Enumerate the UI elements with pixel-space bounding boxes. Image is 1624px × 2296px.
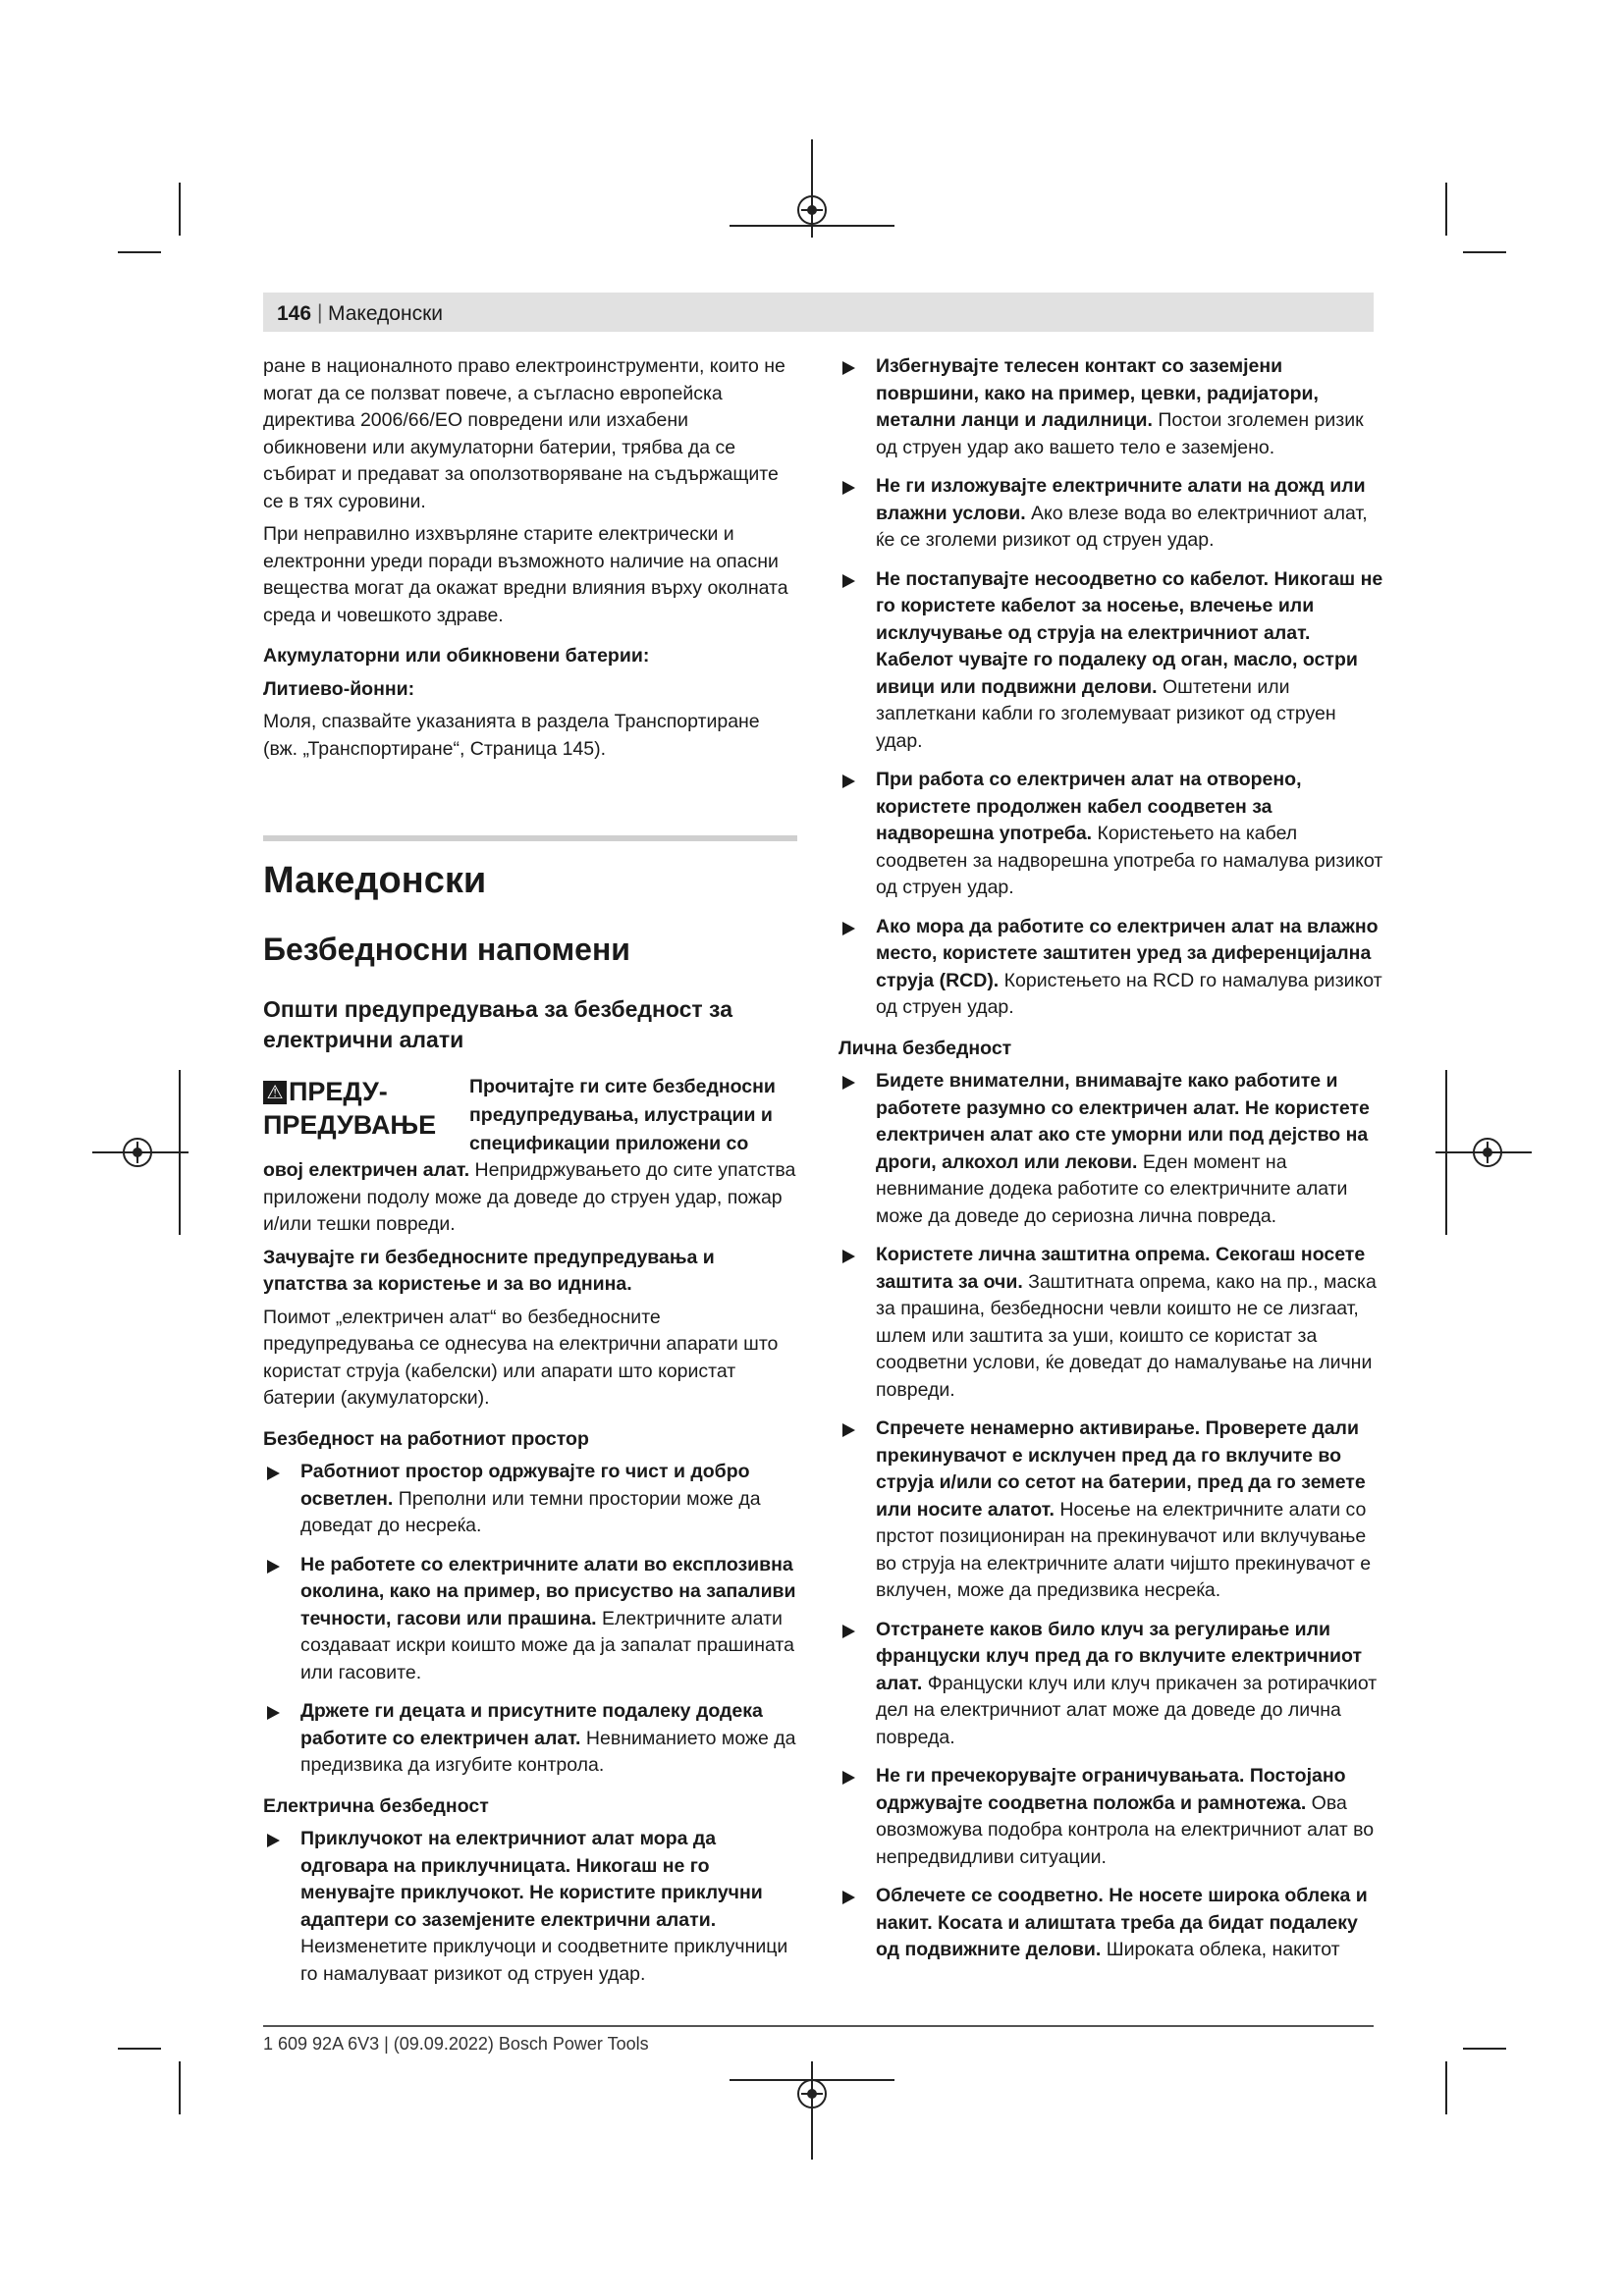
subheading: Акумулаторни или обикновени батерии: [263, 645, 650, 667]
crop-mark [118, 2048, 161, 2050]
body-text: Ако влезе вода во електричниот алат, ќе се зголеми ризикот од струен удар. [876, 502, 1368, 551]
subheading: Литиево-йонни: [263, 677, 415, 700]
body-text: Носење на електричните алати со прстот позициониран на прекинувачот или вклучување во струја на електричните алати чијшто прекинувачот е вклучен, може да предизвика несреќа. [876, 1498, 1372, 1601]
subheading: Лична безбедност [839, 1037, 1012, 1059]
left-column [263, 353, 797, 1988]
bullet-arrow-icon [842, 922, 855, 935]
list-item [839, 1883, 1383, 1964]
list-item [839, 914, 1383, 1022]
bullet-arrow-icon [267, 1834, 280, 1847]
body-text: Користењето на RCD го намалува ризикот од струен удар. [876, 969, 1382, 1018]
crop-mark [1463, 251, 1506, 253]
body-text: Заштитната опрема, како на пр., маска за прашина, безбедносни чевли коишто не се лизгаат, шлем или заштита за уши, коишто се користат за соодветни услови, ќе доведат до намалување на лични повреди. [876, 1270, 1377, 1401]
list-item [839, 566, 1383, 756]
bold-text: Работниот простор одржувајте го чист и добро осветлен. [300, 1461, 750, 1510]
bullet-arrow-icon [842, 1891, 855, 1904]
bold-text: Не ги пречекорувајте ограничувањата. Постојано одржувајте соодветна положба и рамнотежа. [876, 1765, 1346, 1814]
footer-text: 1 609 92A 6V3 | (09.09.2022) Bosch Power Tools [263, 2034, 649, 2054]
registration-mark-icon [123, 1138, 152, 1167]
body-text: Непридржувањето до сите упатства приложени подолу може да доведе до струен удар, пожар и/или тешки повреди. [263, 1159, 796, 1235]
list-item [263, 1826, 797, 1988]
list-item [263, 1698, 797, 1780]
header-language: Македонски [328, 302, 443, 325]
warning-text: Прочитајте ги сите безбедносни предупредувања, илустрации и спецификации приложени со [469, 1076, 776, 1154]
bullet-list [839, 353, 1383, 1022]
list-item [839, 1617, 1383, 1752]
warning-word: ПРЕДУ-ПРЕДУВАЊЕ [263, 1077, 437, 1140]
body-text: Постои зголемен ризик од струен удар ако вашето тело е заземјено. [876, 409, 1364, 458]
crop-mark [1445, 2061, 1447, 2114]
body-text: Француски клуч или клуч прикачен за ротирачкиот дел на електричниот алат може да доведе до лична повреда. [876, 1672, 1378, 1748]
bold-text: овој електричен алат. [263, 1159, 470, 1181]
header-separator: | [317, 301, 323, 324]
bullet-arrow-icon [842, 1625, 855, 1638]
page-number: 146 [277, 302, 312, 325]
bold-text: Користете лична заштитна опрема. Секогаш носете заштита за очи. [876, 1244, 1366, 1293]
body-text: Неизменетите приклучоци и соодветните приклучници го намалуваат ризикот од струен удар. [300, 1936, 788, 1985]
list-item [839, 1415, 1383, 1605]
paragraph: При неправилно изхвърляне старите електрически и електронни уреди поради възможното наличие на опасни вещества могат да окажат вредни влияния върху околната среда и човешкото здраве. [263, 523, 788, 626]
bold-text: Не постапувајте несоодветно со кабелот. Никогаш не го користете кабелот за носење, влечење или исклучување од струја на електричниот алат. Кабелот чувајте го подалеку од оган, масло, остри ивици или подвижни делови. [876, 567, 1383, 698]
bold-text: Избегнувајте телесен контакт со заземјени површини, како на пример, цевки, радијатори, метални ланци и ладилници. [876, 355, 1319, 431]
list-item [263, 1459, 797, 1540]
list-item [263, 1552, 797, 1687]
crop-mark [1445, 183, 1447, 236]
section-divider [263, 835, 797, 841]
paragraph: ране в националното право електроинструменти, които не могат да се ползват повече, а съгласно европейска директива 2006/66/ЕО повредени или изхабени обикновени или акумулаторни батерии, трябва да се събират и предават за оползотворяване на съдържащите се в тях суровини. [263, 355, 785, 512]
right-column [839, 353, 1383, 1964]
bullet-arrow-icon [842, 1423, 855, 1437]
registration-line [730, 225, 894, 227]
registration-mark-icon [797, 195, 827, 225]
bullet-arrow-icon [267, 1467, 280, 1480]
bullet-arrow-icon [267, 1706, 280, 1720]
warning-icon: ⚠ [263, 1081, 287, 1104]
bold-text: Не работете со електричните алати во експлозивна околина, како на пример, во присуство на запаливи течности, гасови или прашина. [300, 1553, 796, 1629]
bullet-arrow-icon [842, 481, 855, 495]
bold-text: Не ги изложувајте електричните алати на дожд или влажни услови. [876, 475, 1366, 524]
bold-paragraph: Зачувајте ги безбедносните предупредувања и упатства за користење и за во иднина. [263, 1246, 715, 1295]
body-text: Оштетени или заплеткани кабли го зголемуваат ризикот од струен удар. [876, 675, 1336, 752]
footer-divider [263, 2025, 1374, 2027]
bullet-arrow-icon [842, 361, 855, 375]
bold-text: Држете ги децата и присутните подалеку додека работите со електричен алат. [300, 1700, 763, 1749]
bold-text: Отстранете каков било клуч за регулирање или француски клуч пред да го вклучите електричниот алат. [876, 1618, 1363, 1694]
bold-text: При работа со електричен алат на отворено, користете продолжен кабел соодветен за надворешна употреба. [876, 769, 1302, 844]
list-item [839, 1242, 1383, 1404]
subheading: Електрична безбедност [263, 1794, 489, 1817]
crop-mark [179, 2061, 181, 2114]
bold-text: Ако мора да работите со електричен алат на влажно место, користете заштитен уред за диференцијална струја (RCD). [876, 915, 1379, 991]
body-text: Невниманието може да предизвика да изгубите контрола. [300, 1727, 796, 1776]
bullet-arrow-icon [842, 574, 855, 588]
section-heading: Општи предупредувања за безбедност за електрични алати [263, 996, 732, 1052]
registration-mark-icon [1473, 1138, 1502, 1167]
list-item [839, 1068, 1383, 1230]
paragraph: Поимот „електричен алат“ во безбедносните предупредувања се однесува на електрични апарати што користат струја (кабелски) или апарати што користат батерии (акумулаторски). [263, 1306, 779, 1409]
bullet-list [263, 1826, 797, 1988]
body-text: Користењето на кабел соодветен за надворешна употреба го намалува ризикот од струен удар. [876, 823, 1383, 898]
list-item [839, 1763, 1383, 1871]
list-item [839, 767, 1383, 902]
registration-mark-icon [797, 2079, 827, 2109]
running-header [263, 293, 1374, 332]
crop-mark [118, 251, 161, 253]
bullet-list [839, 1068, 1383, 1964]
bullet-arrow-icon [842, 774, 855, 788]
bullet-list [263, 1459, 797, 1780]
bold-text: Приклучокот на електричниот алат мора да одговара на приклучницата. Никогаш не го менувајте приклучокот. Не користите приклучни адаптери со заземјените електрични алати. [300, 1828, 763, 1931]
paragraph: Моля, спазвайте указанията в раздела Транспортиране (вж. „Транспортиране“, Страница 145). [263, 711, 760, 760]
crop-mark [1463, 2048, 1506, 2050]
bold-text: Спречете ненамерно активирање. Проверете дали прекинувачот е исклучен пред да го вклучите во струја и/или со сетот на батерии, пред да го земете или носите алатот. [876, 1417, 1366, 1521]
bullet-arrow-icon [842, 1076, 855, 1090]
registration-line [811, 2061, 813, 2160]
bold-text: Облечете се соодветно. Не носете широка облека и накит. Косата и алиштата треба да бидат подалеку од подвижните делови. [876, 1885, 1368, 1960]
warning-label [263, 1075, 455, 1142]
bullet-arrow-icon [842, 1250, 855, 1263]
body-text: Преполни или темни простории може да доведат до несреќа. [300, 1487, 761, 1536]
section-title: Македонски [263, 860, 487, 901]
section-subtitle: Безбедносни напомени [263, 932, 630, 967]
bullet-arrow-icon [842, 1771, 855, 1785]
body-text: Електричните алати создаваат искри коишто може да ја запалат прашината или гасовите. [300, 1607, 794, 1683]
body-text: Еден момент на невнимание додека работите со електричните алати може да доведе до сериозна лична повреда. [876, 1150, 1348, 1227]
list-item [839, 473, 1383, 555]
bold-text: Бидете внимателни, внимавајте како работите и работете разумно со електричен алат. Не користете електричен алат ако сте уморни или под дејство на дроги, алкохол или лекови. [876, 1070, 1370, 1173]
body-text: Ова овозможува подобра контрола на електричниот алат во непредвидливи ситуации. [876, 1791, 1375, 1868]
paragraph [263, 1157, 797, 1239]
list-item [839, 353, 1383, 461]
subheading: Безбедност на работниот простор [263, 1427, 589, 1450]
bullet-arrow-icon [267, 1560, 280, 1574]
body-text: Широката облека, накитот [1101, 1939, 1340, 1960]
crop-mark [179, 183, 181, 236]
warning-block [263, 1073, 797, 1157]
